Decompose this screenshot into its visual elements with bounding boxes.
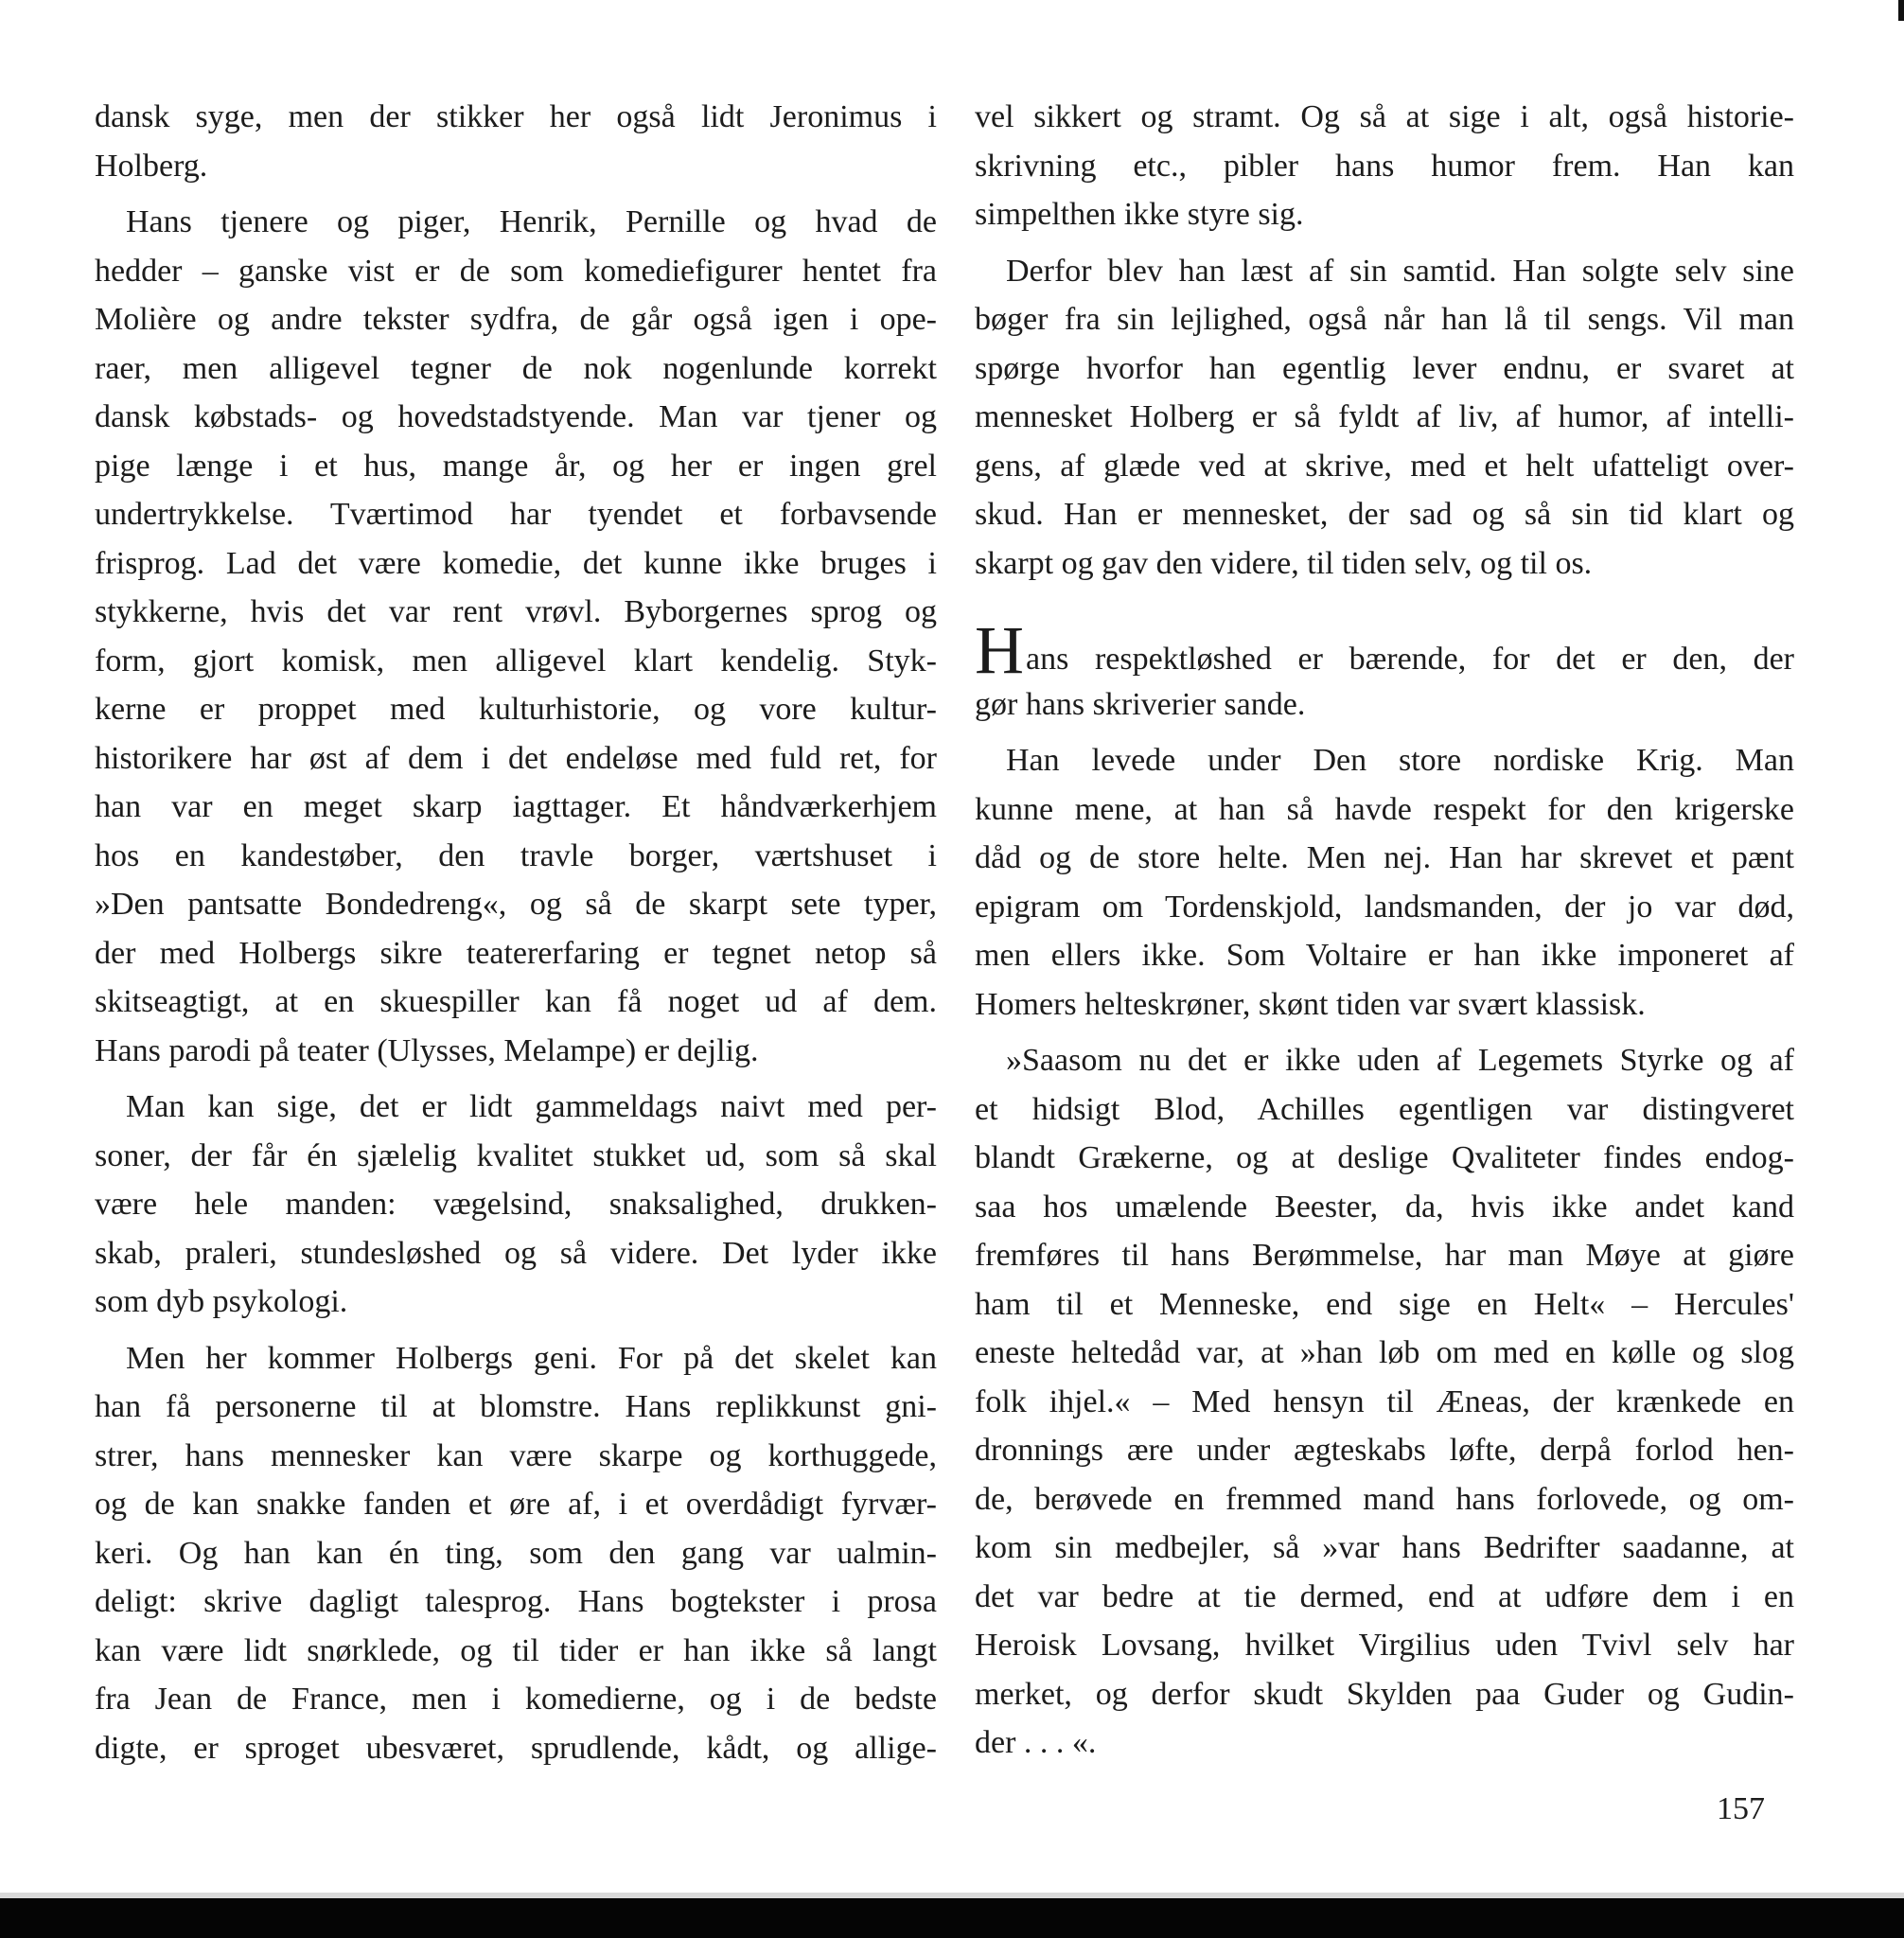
text-line: keri. Og han kan én ting, som den gang var ualmin- (95, 1535, 937, 1571)
text-line: skab, praleri, stundesløshed og så videre. Det lyder ikke (95, 1235, 937, 1271)
section-opening-text: ans respektløshed er bærende, for det er den, der (1026, 642, 1794, 677)
scan-bottom-edge (0, 1898, 1904, 1938)
text-line: raer, men alligevel tegner de nok nogenlunde korrekt (95, 350, 937, 386)
drop-cap-letter: H (975, 612, 1024, 688)
section-opening-line (975, 612, 1794, 688)
text-line: mennesket Holberg er så fyldt af liv, af humor, af intelli- (975, 399, 1794, 434)
paragraph-first-line: Hans tjenere og piger, Henrik, Pernille og hvad de (126, 204, 937, 239)
text-line: han få personerne til at blomstre. Hans replikkunst gni- (95, 1389, 937, 1424)
paragraph-first-line: »Saasom nu det er ikke uden af Legemets Styrke og af (1006, 1043, 1794, 1078)
text-line: som dyb psykologi. (95, 1284, 348, 1319)
right-text-column (975, 93, 1794, 1768)
text-line: gør hans skriverier sande. (975, 686, 1306, 722)
text-line: undertrykkelse. Tværtimod har tyendet et forbavsende (95, 497, 937, 532)
text-line: simpelthen ikke styre sig. (975, 197, 1304, 232)
text-line: frisprog. Lad det være komedie, det kunne ikke bruges i (95, 545, 937, 581)
text-line: der med Holbergs sikre teatererfaring er tegnet netop så (95, 935, 937, 971)
text-line: soner, der får én sjælelig kvalitet stukket ud, som så skal (95, 1137, 937, 1173)
text-line: form, gjort komisk, men alligevel klart kendelig. Styk- (95, 643, 937, 678)
text-line: et hidsigt Blod, Achilles egentligen var distingveret (975, 1091, 1794, 1127)
text-line: historikere har øst af dem i det endeløse med fuld ret, for (95, 740, 937, 776)
text-line: ham til et Menneske, end sige en Helt« – Hercules' (975, 1286, 1794, 1322)
text-line: og de kan snakke fanden et øre af, i et overdådigt fyrvær- (95, 1487, 937, 1522)
text-line: hos en kandestøber, den travle borger, værtshuset i (95, 837, 937, 873)
text-line: men ellers ikke. Som Voltaire er han ikke imponeret af (975, 938, 1794, 973)
text-line: fra Jean de France, men i komedierne, og i de bedste (95, 1682, 937, 1717)
paragraph-first-line: Men her kommer Holbergs geni. For på det skelet kan (126, 1340, 937, 1376)
text-line: kunne mene, at han så havde respekt for den krigerske (975, 791, 1794, 827)
paragraph-first-line: Derfor blev han læst af sin samtid. Han solgte selv sine (1006, 253, 1794, 289)
text-line: kerne er proppet med kulturhistorie, og vore kultur- (95, 692, 937, 727)
text-line: skarpt og gav den videre, til tiden selv, og til os. (975, 545, 1593, 581)
text-line: folk ihjel.« – Med hensyn til Æneas, der krænkede en (975, 1383, 1794, 1419)
page-number: 157 (1717, 1791, 1765, 1826)
text-line: digte, er sproget ubesværet, sprudlende, kådt, og allige- (95, 1730, 937, 1766)
text-line: »Den pantsatte Bondedreng«, og så de skarpt sete typer, (95, 887, 937, 922)
text-line: Holberg. (95, 148, 208, 184)
text-line: Homers helteskrøner, skønt tiden var svært klassisk. (975, 986, 1646, 1022)
text-line: dansk syge, men der stikker her også lidt Jeronimus i (95, 99, 937, 134)
text-line: være hele manden: vægelsind, snaksalighed, drukken- (95, 1187, 937, 1222)
text-line: pige længe i et hus, mange år, og her er ingen grel (95, 448, 937, 484)
left-text-column (95, 93, 937, 1772)
text-line: skitseagtigt, at en skuespiller kan få noget ud af dem. (95, 984, 937, 1019)
text-line: eneste heltedåd var, at »han løb om med en kølle og slog (975, 1335, 1794, 1370)
text-line: spørge hvorfor han egentlig lever endnu, er svaret at (975, 350, 1794, 386)
text-line: skrivning etc., pibler hans humor frem. Han kan (975, 148, 1794, 184)
text-line: merket, og derfor skudt Skylden paa Guder og Gudin- (975, 1676, 1794, 1712)
text-line: kom sin medbejler, så »var hans Bedrifter saadanne, at (975, 1530, 1794, 1565)
text-line: gens, af glæde ved at skrive, med et helt ufatteligt over- (975, 448, 1794, 484)
text-line: deligt: skrive dagligt talesprog. Hans bogtekster i prosa (95, 1584, 937, 1619)
text-line: han var en meget skarp iagttager. Et håndværkerhjem (95, 789, 937, 824)
text-line: skud. Han er mennesket, der sad og så sin tid klart og (975, 497, 1794, 532)
text-line: epigram om Tordenskjold, landsmanden, der jo var død, (975, 889, 1794, 925)
paragraph-first-line: Han levede under Den store nordiske Krig. Man (1006, 743, 1794, 778)
text-line: strer, hans mennesker kan være skarpe og korthuggede, (95, 1437, 937, 1473)
text-line: fremføres til hans Berømmelse, har man Møye at giøre (975, 1238, 1794, 1273)
text-line: de, berøvede en fremmed mand hans forlovede, og om- (975, 1481, 1794, 1517)
text-line: dronnings ære under ægteskabs løfte, derpå forlod hen- (975, 1433, 1794, 1468)
page-edge-mark (1898, 0, 1904, 21)
text-line: det var bedre at tie dermed, end at udføre dem i en (975, 1578, 1794, 1614)
text-line: hedder – ganske vist er de som komediefigurer hentet fra (95, 253, 937, 289)
text-line: Hans parodi på teater (Ulysses, Melampe) er dejlig. (95, 1032, 759, 1068)
text-line: stykkerne, hvis det var rent vrøvl. Byborgernes sprog og (95, 594, 937, 629)
text-line: vel sikkert og stramt. Og så at sige i alt, også historie- (975, 99, 1794, 134)
text-line: bøger fra sin lejlighed, også når han lå til sengs. Vil man (975, 302, 1794, 337)
text-line: blandt Grækerne, og at deslige Qvaliteter findes endog- (975, 1140, 1794, 1175)
text-line: Heroisk Lovsang, hvilket Virgilius uden Tvivl selv har (975, 1628, 1794, 1663)
text-line: dansk købstads- og hovedstadstyende. Man var tjener og (95, 399, 937, 434)
text-line: der . . . «. (975, 1725, 1097, 1760)
text-line: dåd og de store helte. Men nej. Han har skrevet et pænt (975, 840, 1794, 875)
text-line: saa hos umælende Beester, da, hvis ikke andet kand (975, 1189, 1794, 1224)
paragraph-first-line: Man kan sige, det er lidt gammeldags naivt med per- (126, 1089, 937, 1124)
text-line: Molière og andre tekster sydfra, de går også igen i ope- (95, 302, 937, 337)
text-line: kan være lidt snørklede, og til tider er han ikke så langt (95, 1632, 937, 1668)
